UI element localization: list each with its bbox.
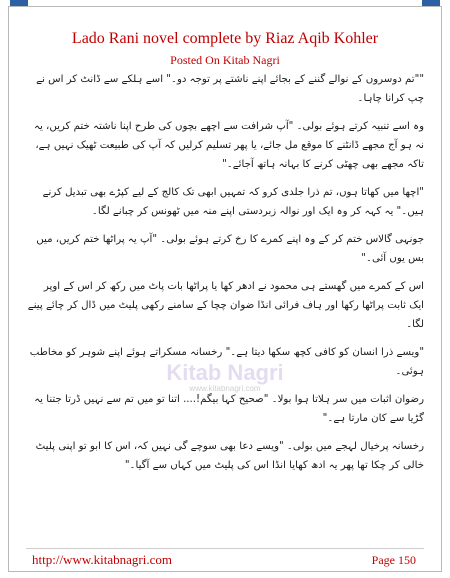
watermark-text: Kitab Nagri bbox=[166, 360, 284, 385]
page-number: Page 150 bbox=[371, 553, 416, 567]
document-subtitle: Posted On Kitab Nagri bbox=[170, 53, 280, 67]
corner-tab-left bbox=[10, 0, 28, 6]
paragraph: ""تم دوسروں کے نوالے گننے کے بجائے اپنے ناشتے پر توجہ دو۔" اسے ہلکے سے ڈانٹ کر اس نے چپ کرانا چاہا۔ bbox=[36, 74, 424, 104]
paragraph: رخسانہ پرخیال لہجے میں بولی۔ "ویسے دعا بھی سوچے گی نہیں کہ، اس کا ابو تو اپنی پلیٹ خالی کر چکا تھا پھر یہ ادھ کھایا انڈا اس کی پلیٹ میں کہاں سے آگیا۔" bbox=[35, 441, 424, 471]
paragraph: "اچھا میں کھاتا ہوں، تم ذرا جلدی کرو کہ تمہیں ابھی تک کالج کے لیے کپڑے بھی تبدیل کرنے ہیں۔" یہ کہہ کر وہ ایک اور نوالہ زبردستی اپنے منہ میں ٹھونس کر چبانے لگا۔ bbox=[42, 187, 424, 217]
document-title: Lado Rani novel complete by Riaz Aqib Kohler bbox=[71, 30, 379, 47]
paragraph: رضوان اثبات میں سر ہلاتا ہوا بولا۔ "صحیح کہا بیگم!.... اتنا تو میں تم سے نہیں ڈرتا جتنا یہ گڑیا سے کان مارتا ہے۔" bbox=[34, 394, 424, 424]
footer-website-link[interactable]: http://www.kitabnagri.com bbox=[32, 552, 172, 567]
paragraph: جونہی گالاس ختم کر کے وہ اپنے کمرے کا رخ کرتے ہوئے بولی۔ "آپ یہ پراٹھا ختم کریں، میں بس یوں آئی۔" bbox=[36, 234, 424, 264]
paragraph: "ویسے ذرا انسان کو کافی کچھ سکھا دیتا ہے۔" رخسانہ مسکراتے ہوئے اپنے شوہر کو مخاطب ہوئی۔ bbox=[29, 347, 424, 377]
footer-divider bbox=[26, 548, 424, 549]
paragraph: اس کے کمرے میں گھستے ہی محمود نے ادھر کھا یا پراٹھا بات پاٹ میں رکھ کر اس کے اوپر ایک ثابت پراٹھا رکھا اور ہاف فرائی انڈا ضوان چچا کے سامنے رکھی پلیٹ میں ڈال کر چائے پینے لگا۔ bbox=[27, 281, 424, 330]
paragraph: وہ اسے تنبیہ کرتے ہوئے بولی۔ "آپ شرافت سے اچھے بچوں کی طرح اپنا ناشتہ ختم کریں، یہ نہ ہو آج مجھے ڈانٹنے کا موقع مل جائے، یا پھر تسلیم کرلیں کہ آپ کی طبیعت ٹھیک نہیں ہے، تاکہ مجھے بھی چھٹی کرنے کا بہانہ ہاتھ آجائے۔" bbox=[33, 121, 424, 170]
kitab-nagri-watermark bbox=[150, 360, 300, 410]
novel-body bbox=[26, 70, 424, 484]
corner-tab-right bbox=[422, 0, 440, 6]
watermark-subtext: www.kitabnagri.com bbox=[189, 384, 261, 393]
